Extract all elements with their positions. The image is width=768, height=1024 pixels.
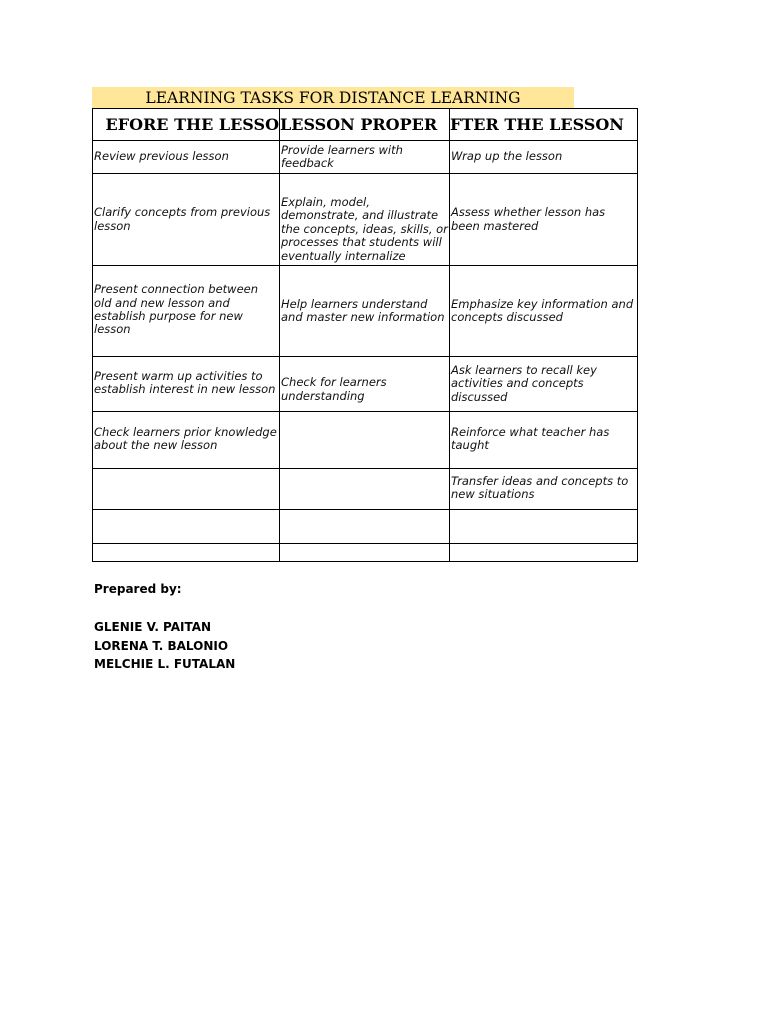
preparers-list <box>94 618 235 674</box>
table-row <box>93 544 638 562</box>
table-row <box>93 412 638 469</box>
table-cell: Provide learners with feedback <box>280 141 450 174</box>
table-cell: Check for learners understanding <box>280 357 450 412</box>
table-cell: Present connection between old and new lesson and establish purpose for new lesson <box>93 266 280 357</box>
table-cell <box>450 544 638 562</box>
table-cell <box>93 510 280 544</box>
table-row <box>93 174 638 266</box>
table-cell: Ask learners to recall key activities and concepts discussed <box>450 357 638 412</box>
table-cell: Present warm up activities to establish interest in new lesson <box>93 357 280 412</box>
table-cell: Check learners prior knowledge about the new lesson <box>93 412 280 469</box>
table-cell <box>280 544 450 562</box>
learning-tasks-table <box>92 108 638 562</box>
table-cell: Clarify concepts from previous lesson <box>93 174 280 266</box>
preparer-name: MELCHIE L. FUTALAN <box>94 657 236 671</box>
document-title: LEARNING TASKS FOR DISTANCE LEARNING <box>145 89 521 107</box>
table-cell: Transfer ideas and concepts to new situations <box>450 469 638 510</box>
table-cell <box>450 510 638 544</box>
table-cell <box>93 469 280 510</box>
header-before-the-lesson: EFORE THE LESSO <box>93 109 280 141</box>
header-after-the-lesson: FTER THE LESSON <box>450 109 638 141</box>
table-row <box>93 510 638 544</box>
table-row <box>93 469 638 510</box>
table-cell: Emphasize key information and concepts discussed <box>450 266 638 357</box>
table-cell <box>280 469 450 510</box>
table-cell: Wrap up the lesson <box>450 141 638 174</box>
prepared-by-label: Prepared by: <box>94 582 182 596</box>
preparer-name: LORENA T. BALONIO <box>94 638 229 653</box>
header-lesson-proper: LESSON PROPER <box>280 109 450 141</box>
table-cell <box>93 544 280 562</box>
table-cell: Help learners understand and master new information <box>280 266 450 357</box>
table-row <box>93 357 638 412</box>
table-cell: Reinforce what teacher has taught <box>450 412 638 469</box>
table-row <box>93 141 638 174</box>
table-cell <box>280 510 450 544</box>
preparer-name: GLENIE V. PAITAN <box>94 620 212 634</box>
table-cell: Explain, model, demonstrate, and illustrate the concepts, ideas, skills, or processes that students will eventually internalize <box>280 174 450 266</box>
table-cell: Review previous lesson <box>93 141 280 174</box>
table-row <box>93 266 638 357</box>
table-header-row <box>93 109 638 141</box>
table-cell <box>280 412 450 469</box>
table-cell: Assess whether lesson has been mastered <box>450 174 638 266</box>
